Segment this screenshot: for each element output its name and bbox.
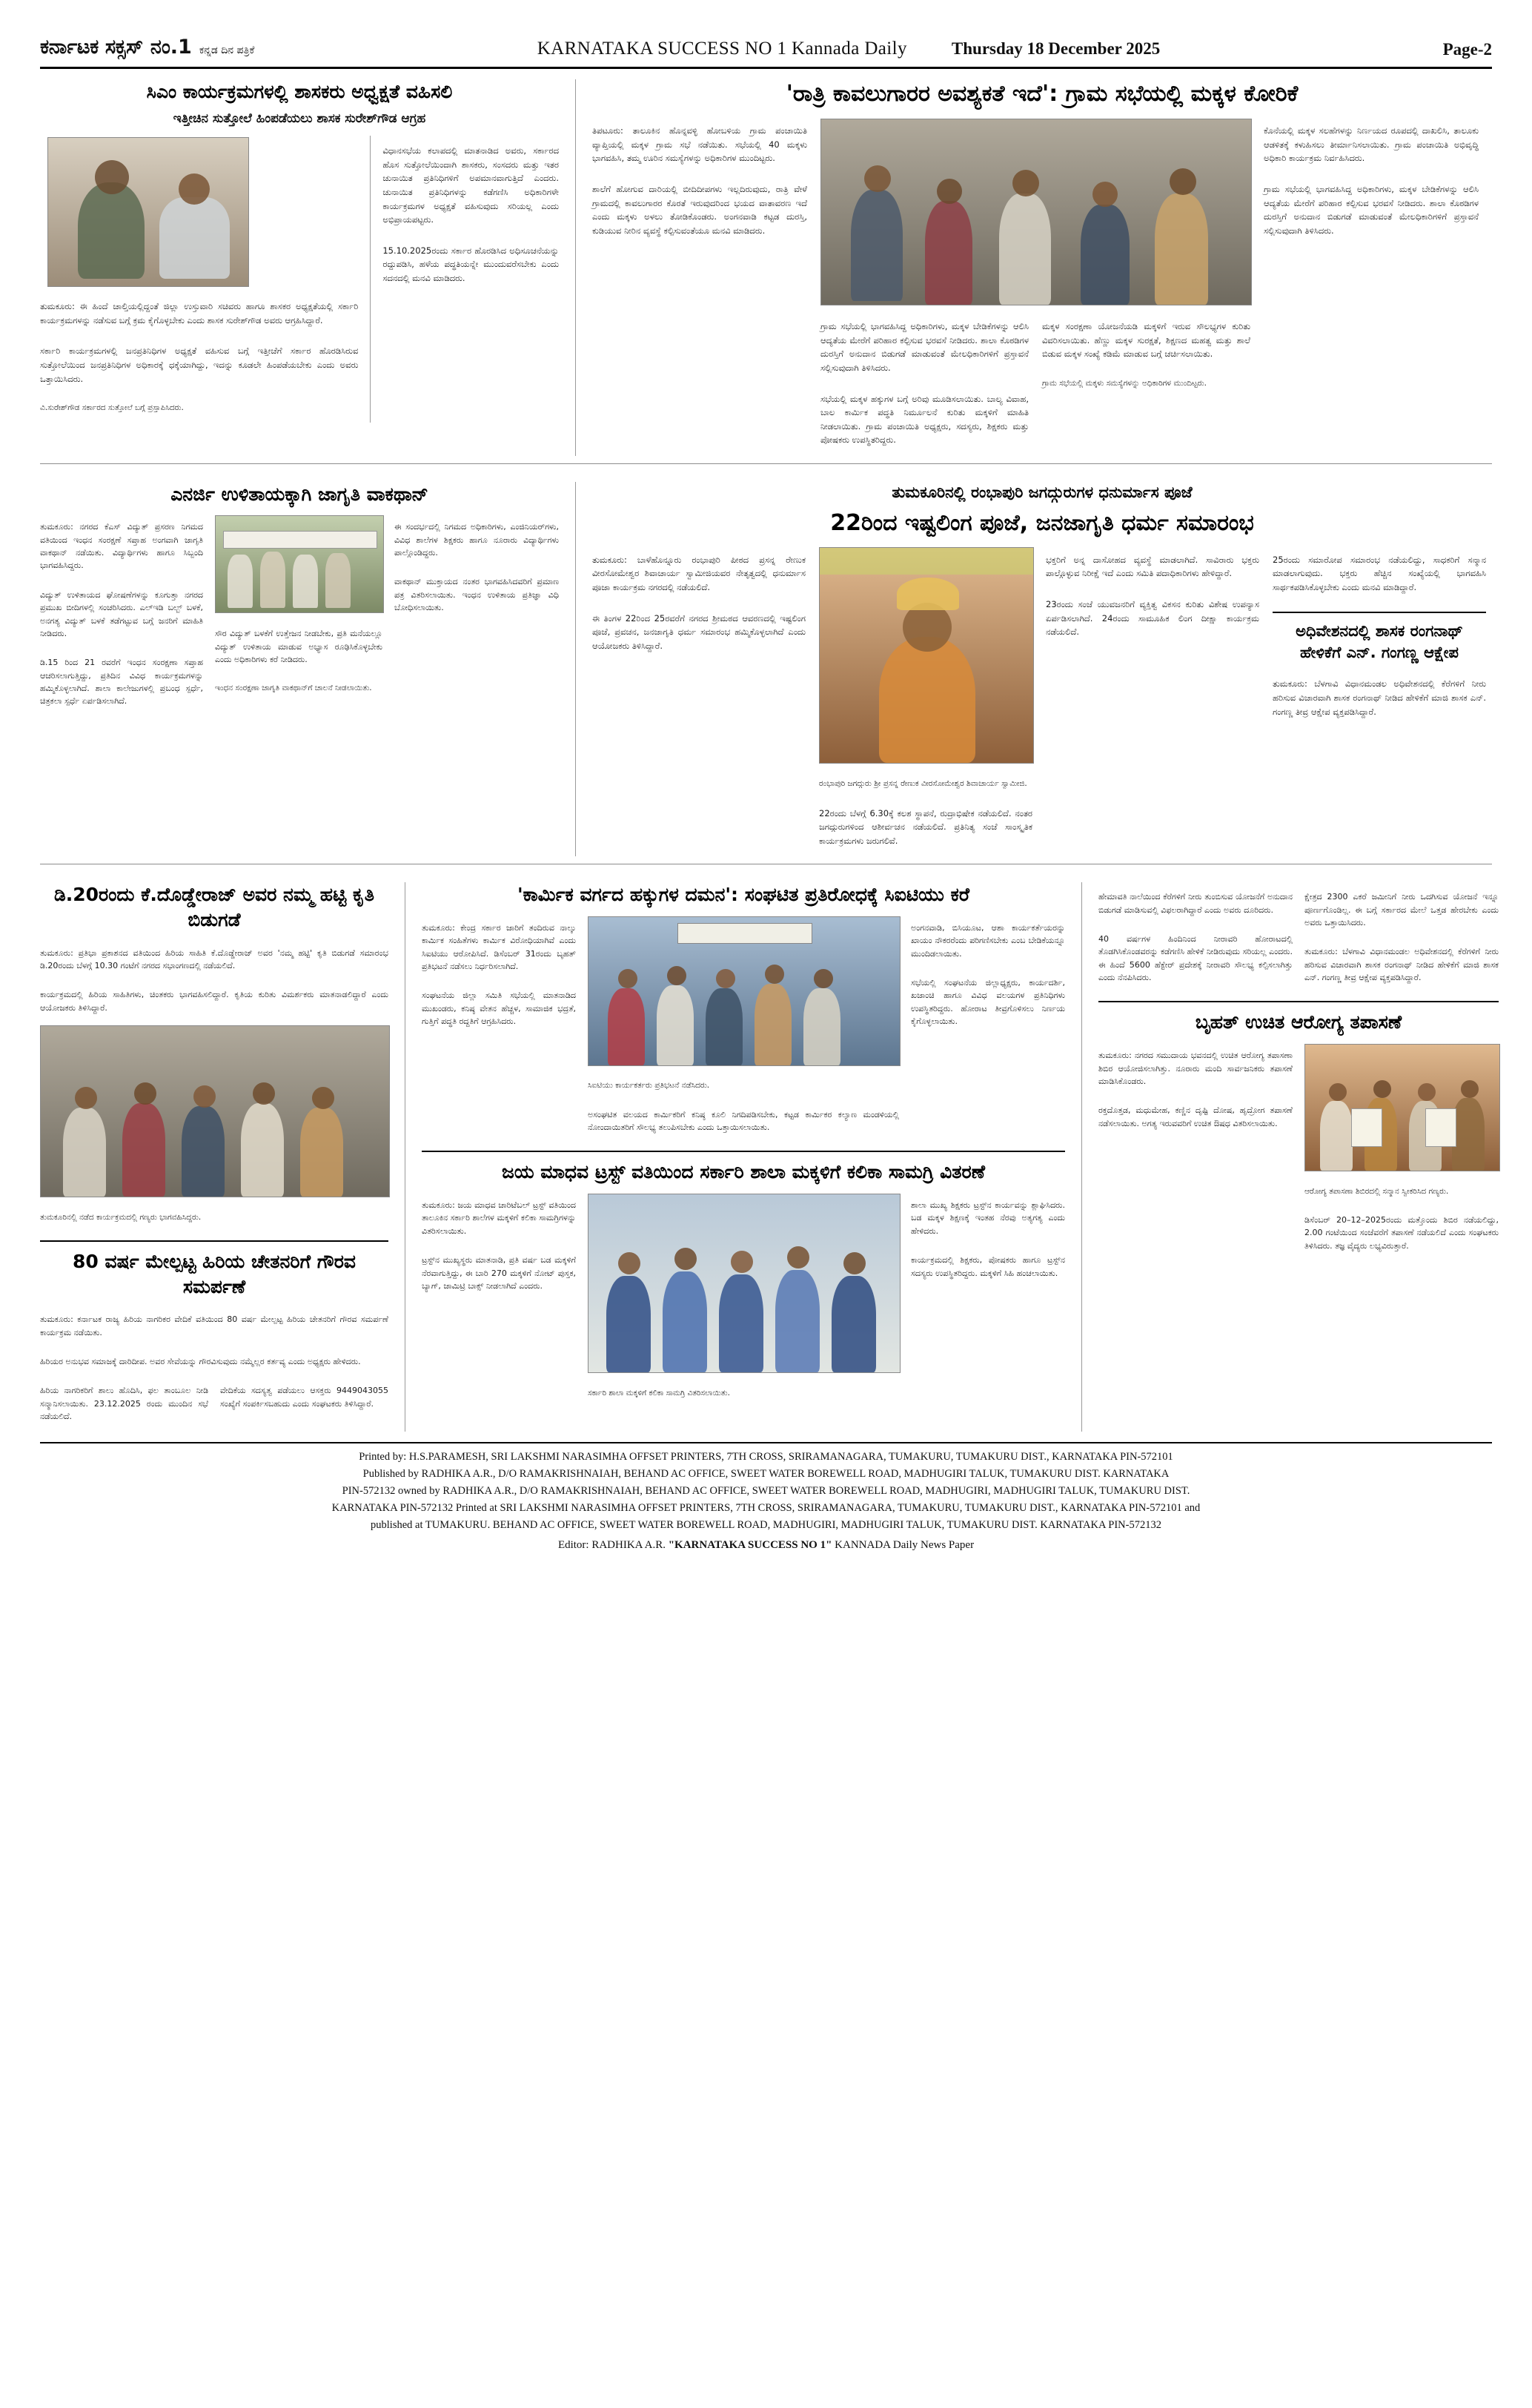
article-seniors-honor-headline: 80 ವರ್ಷ ಮೇಲ್ಪಟ್ಟ ಹಿರಿಯ ಚೇತನರಿಗೆ ಗೌರವ ಸಮರ್ಪಣೆ [73, 1250, 356, 1297]
footer-line-5: published at TUMAKURU. BEHAND AC OFFICE, SWEET WATER BOREWELL ROAD, MADHUGIRI, MADHUGIRI TALUK, TUMAKURU DIST. KARNATAKA PIN-572132 [371, 1518, 1161, 1531]
article-ranganath-objection-p5: ತುಮಕೂರು: ಬೆಳಗಾವಿ ವಿಧಾನಮಂಡಲ ಅಧಿವೇಶನದಲ್ಲಿ ಕೆರೆಗಳಿಗೆ ನೀರು ಹರಿಸುವ ವಿಚಾರವಾಗಿ ಶಾಸಕ ರಂಗನಾಥ್ ನೀಡಿದ ಹೇಳಿಕೆಗೆ ಮಾಜಿ ಶಾಸಕ ಎನ್. ಗಂಗಣ್ಣ ತೀವ್ರ ಆಕ್ಷೇಪ ವ್ಯಕ್ತಪಡಿಸಿದ್ದಾರೆ. [1304, 947, 1502, 983]
article-cm-programs-p2: ಸರ್ಕಾರಿ ಕಾರ್ಯಕ್ರಮಗಳಲ್ಲಿ ಜನಪ್ರತಿನಿಧಿಗಳ ಅಧ್ಯಕ್ಷತೆ ವಹಿಸುವ ಬಗ್ಗೆ ಇತ್ತೀಚೆಗೆ ಸರ್ಕಾರ ಹೊರಡಿಸಿರುವ ಸುತ್ತೋಲೆಯಿಂದ ಜನಪ್ರತಿನಿಧಿಗಳ ಅಧಿಕಾರಕ್ಕೆ ಧಕ್ಕೆಯಾಗಿದ್ದು, ಇದನ್ನು ಕೂಡಲೇ ಹಿಂಪಡೆಯಬೇಕು ಎಂದು ಅವರು ಒತ್ತಾಯಿಸಿದರು. [40, 345, 362, 384]
masthead [40, 36, 1492, 69]
article-trust-donation-p2: ಟ್ರಸ್ಟ್‌ನ ಮುಖ್ಯಸ್ಥರು ಮಾತನಾಡಿ, ಪ್ರತಿ ವರ್ಷ ಬಡ ಮಕ್ಕಳಿಗೆ ನೆರವಾಗುತ್ತಿದ್ದು, ಈ ಬಾರಿ 270 ಮಕ್ಕಳಿಗೆ ನೋಟ್ ಪುಸ್ತಕ, ಬ್ಯಾಗ್, ಜಾಮಿಟ್ರಿ ಬಾಕ್ಸ್ ನೀಡಲಾಗಿದೆ ಎಂದರು. [422, 1255, 579, 1291]
footer-editor-prefix: Editor: RADHIKA A.R. [557, 1538, 666, 1551]
article-health-camp-p2: ರಕ್ತದೊತ್ತಡ, ಮಧುಮೇಹ, ಕಣ್ಣಿನ ದೃಷ್ಟಿ ದೋಷ, ಹೃದ್ರೋಗ ತಪಾಸಣೆ ನಡೆಸಲಾಯಿತು. ಅಗತ್ಯ ಇರುವವರಿಗೆ ಉಚಿತ ಔಷಧ ವಿತರಿಸಲಾಯಿತು. [1098, 1105, 1296, 1128]
article-energy-walkathon-caption: ಇಂಧನ ಸಂರಕ್ಷಣಾ ಜಾಗೃತಿ ವಾಕಥಾನ್‌ಗೆ ಚಾಲನೆ ನೀಡಲಾಯಿತು. [215, 683, 372, 692]
article-rambhapuri-pooja-p3: 22ರಂದು ಬೆಳಗ್ಗೆ 6.30ಕ್ಕೆ ಕಲಶ ಸ್ಥಾಪನೆ, ರುದ್ರಾಭಿಷೇಕ ನಡೆಯಲಿದೆ. ನಂತರ ಜಗದ್ಗುರುಗಳಿಂದ ಆಶೀರ್ವಚನ ನಡೆಯಲಿದೆ. ಪ್ರತಿನಿತ್ಯ ಸಂಜೆ ಸಾಂಸ್ಕೃತಿಕ ಕಾರ್ಯಕ್ರಮಗಳು ಜರುಗಲಿವೆ. [819, 807, 1035, 847]
footer-line-3: PIN-572132 owned by RADHIKA A.R., D/O RAMAKRISHNAIAH, BEHAND AC OFFICE, SWEET WATER BOREWELL ROAD, MADHUGIRI, MADHUGIRI TALUK, TUMAKURU DIST. [342, 1484, 1190, 1497]
article-cm-programs [40, 79, 562, 456]
band-third [40, 872, 1502, 1431]
footer-paper-name: "KARNATAKA SUCCESS NO 1" [668, 1538, 832, 1551]
article-ranganath-objection [1098, 882, 1502, 1431]
divider-2 [1273, 612, 1486, 613]
article-ranganath-objection-p1: ತುಮಕೂರು: ಬೆಳಗಾವಿ ವಿಧಾನಮಂಡಲ ಅಧಿವೇಶನದಲ್ಲಿ ಕೆರೆಗಳಿಗೆ ನೀರು ಹರಿಸುವ ವಿಚಾರವಾಗಿ ಶಾಸಕ ರಂಗನಾಥ್ ನೀಡಿದ ಹೇಳಿಕೆಗೆ ಮಾಜಿ ಶಾಸಕ ಎನ್. ಗಂಗಣ್ಣ ತೀವ್ರ ಆಕ್ಷೇಪ ವ್ಯಕ್ತಪಡಿಸಿದ್ದಾರೆ. [1273, 678, 1489, 717]
masthead-title-english: KARNATAKA SUCCESS NO 1 Kannada Daily [537, 39, 907, 59]
footer-editor-line [40, 1538, 1492, 1554]
article-rambhapuri-pooja-headline: 22ರಿಂದ ಇಷ್ಟಲಿಂಗ ಪೂಜೆ, ಜನಜಾಗೃತಿ ಧರ್ಮ ಸಮಾರಂಭ [830, 509, 1254, 536]
divider-1 [40, 463, 1492, 464]
article-energy-walkathon-p3: ಸೌರ ವಿದ್ಯುತ್ ಬಳಕೆಗೆ ಉತ್ತೇಜನ ನೀಡಬೇಕು, ಪ್ರತಿ ಮನೆಯಲ್ಲೂ ವಿದ್ಯುತ್ ಉಳಿತಾಯ ಮಾಡುವ ಅಭ್ಯಾಸ ರೂಢಿಸಿಕೊಳ್ಳಬೇಕು ಎಂದು ಅಧಿಕಾರಿಗಳು ಕರೆ ನೀಡಿದರು. [215, 629, 385, 664]
article-night-watchmen-p4: ಸಭೆಯಲ್ಲಿ ಮಕ್ಕಳ ಹಕ್ಕುಗಳ ಬಗ್ಗೆ ಅರಿವು ಮೂಡಿಸಲಾಯಿತು. ಬಾಲ್ಯ ವಿವಾಹ, ಬಾಲ ಕಾರ್ಮಿಕ ಪದ್ಧತಿ ನಿರ್ಮೂಲನೆ ಕುರಿತು ಮಕ್ಕಳಿಗೆ ಮಾಹಿತಿ ನೀಡಲಾಯಿತು. ಗ್ರಾಮ ಪಂಚಾಯಿತಿ ಅಧ್ಯಕ್ಷರು, ಸದಸ್ಯರು, ಶಿಕ್ಷಕರು ಮತ್ತು ಪೋಷಕರು ಉಪಸ್ಥಿತರಿದ್ದರು. [820, 393, 1032, 446]
article-energy-walkathon-photo [215, 515, 384, 613]
article-health-camp-p1: ತುಮಕೂರು: ನಗರದ ಸಮುದಾಯ ಭವನದಲ್ಲಿ ಉಚಿತ ಆರೋಗ್ಯ ತಪಾಸಣಾ ಶಿಬಿರ ಆಯೋಜಿಸಲಾಗಿತ್ತು. ನೂರಾರು ಮಂದಿ ಸಾರ್ವಜನಿಕರು ತಪಾಸಣೆ ಮಾಡಿಸಿಕೊಂಡರು. [1098, 1051, 1296, 1086]
divider-6 [1098, 1001, 1499, 1002]
article-energy-walkathon-p4: ಈ ಸಂದರ್ಭದಲ್ಲಿ ನಿಗಮದ ಅಧಿಕಾರಿಗಳು, ಎಂಜಿನಿಯರ್‌ಗಳು, ವಿವಿಧ ಶಾಲೆಗಳ ಶಿಕ್ಷಕರು ಹಾಗೂ ನೂರಾರು ವಿದ್ಯಾರ್ಥಿಗಳು ಪಾಲ್ಗೊಂಡಿದ್ದರು. [394, 522, 562, 558]
article-ranganath-objection-p3: 40 ವರ್ಷಗಳ ಹಿಂದಿನಿಂದ ನೀರಾವರಿ ಹೋರಾಟದಲ್ಲಿ ತೊಡಗಿಸಿಕೊಂಡವರನ್ನು ಕಡೆಗಣಿಸಿ ಹೇಳಿಕೆ ನೀಡಿರುವುದು ಸರಿಯಲ್ಲ ಎಂದರು. ಈ ಹಿಂದೆ 5600 ಹೆಕ್ಟೇರ್ ಪ್ರದೇಶಕ್ಕೆ ನೀರಾವರಿ ಸೌಲಭ್ಯ ಕಲ್ಪಿಸಲಾಗಿತ್ತು ಎಂದು ನೆನಪಿಸಿದರು. [1098, 933, 1296, 983]
article-cm-programs-photo [47, 137, 249, 287]
divider-5 [422, 1151, 1065, 1152]
article-citu-protest-p4: ಅಂಗನವಾಡಿ, ಬಿಸಿಯೂಟ, ಆಶಾ ಕಾರ್ಯಕರ್ತೆಯರನ್ನು ಖಾಯಂ ನೌಕರರೆಂದು ಪರಿಗಣಿಸಬೇಕು ಎಂಬ ಬೇಡಿಕೆಯನ್ನೂ ಮುಂದಿಡಲಾಯಿತು. [911, 922, 1068, 959]
article-cm-programs-headline: ಸಿಎಂ ಕಾರ್ಯಕ್ರಮಗಳಲ್ಲಿ ಶಾಸಕರು ಅಧ್ವಕ್ಷತೆ ವಹಿಸಲಿ [146, 81, 453, 102]
divider-4 [40, 1240, 388, 1242]
article-seniors-honor-p2: ಹಿರಿಯರ ಅನುಭವ ಸಮಾಜಕ್ಕೆ ದಾರಿದೀಪ. ಅವರ ಸೇವೆಯನ್ನು ಗೌರವಿಸುವುದು ನಮ್ಮೆಲ್ಲರ ಕರ್ತವ್ಯ ಎಂದು ಅಧ್ಯಕ್ಷರು ಹೇಳಿದರು. [40, 1357, 361, 1367]
masthead-brand [40, 36, 254, 59]
masthead-no1: ನಂ.1 [150, 36, 192, 59]
article-trust-donation-photo [588, 1194, 901, 1373]
article-night-watchmen-p1: ತಿಪಟೂರು: ತಾಲೂಕಿನ ಹೊನ್ನವಳ್ಳಿ ಹೋಬಳಿಯ ಗ್ರಾಮ ಪಂಚಾಯಿತಿ ವ್ಯಾಪ್ತಿಯಲ್ಲಿ ಮಕ್ಕಳ ಗ್ರಾಮ ಸಭೆ ನಡೆಯಿತು. ಸಭೆಯಲ್ಲಿ 40 ಮಕ್ಕಳು ಭಾಗವಹಿಸಿ, ತಮ್ಮ ಊರಿನ ಸಮಸ್ಯೆಗಳನ್ನು ಅಧಿಕಾರಿಗಳ ಮುಂದಿಟ್ಟರು. [592, 125, 810, 164]
article-rambhapuri-pooja-kicker: ತುಮಕೂರಿನಲ್ಲಿ ರಂಭಾಪುರಿ ಜಗದ್ಗುರುಗಳ ಧನುರ್ಮಾಸ ಪೂಜೆ [892, 483, 1193, 501]
article-trust-donation-p3: ಶಾಲಾ ಮುಖ್ಯ ಶಿಕ್ಷಕರು ಟ್ರಸ್ಟ್‌ನ ಕಾರ್ಯವನ್ನು ಶ್ಲಾಘಿಸಿದರು. ಬಡ ಮಕ್ಕಳ ಶಿಕ್ಷಣಕ್ಕೆ ಇಂತಹ ನೆರವು ಅತ್ಯಗತ್ಯ ಎಂದು ಹೇಳಿದರು. [911, 1200, 1068, 1236]
article-night-watchmen-p7: ಗ್ರಾಮ ಸಭೆಯಲ್ಲಿ ಭಾಗವಹಿಸಿದ್ದ ಅಧಿಕಾರಿಗಳು, ಮಕ್ಕಳ ಬೇಡಿಕೆಗಳನ್ನು ಆಲಿಸಿ ಆದ್ಯತೆಯ ಮೇರೆಗೆ ಪರಿಹಾರ ಕಲ್ಪಿಸುವ ಭರವಸೆ ನೀಡಿದರು. ಶಾಲಾ ಕೊಠಡಿಗಳ ದುರಸ್ತಿಗೆ ಅನುದಾನ ಬಿಡುಗಡೆ ಮಾಡುವಂತೆ ಮೇಲಧಿಕಾರಿಗಳಿಗೆ ಪ್ರಸ್ತಾವನೆ ಸಲ್ಲಿಸುವುದಾಗಿ ತಿಳಿಸಿದರು. [1264, 183, 1482, 236]
article-night-watchmen-p6: ಕೊನೆಯಲ್ಲಿ ಮಕ್ಕಳ ಸಲಹೆಗಳನ್ನು ನಿರ್ಣಯದ ರೂಪದಲ್ಲಿ ದಾಖಲಿಸಿ, ತಾಲೂಕು ಆಡಳಿತಕ್ಕೆ ಕಳುಹಿಸಲು ತೀರ್ಮಾನಿಸಲಾಯಿತು. ಗ್ರಾಮ ಪಂಚಾಯಿತಿ ಅಭಿವೃದ್ಧಿ ಅಧಿಕಾರಿ ಕಾರ್ಯಕ್ರಮ ನಿರ್ವಹಿಸಿದರು. [1264, 125, 1482, 164]
article-citu-protest-p2: ಸಂಘಟನೆಯ ಜಿಲ್ಲಾ ಸಮಿತಿ ಸಭೆಯಲ್ಲಿ ಮಾತನಾಡಿದ ಮುಖಂಡರು, ಕನಿಷ್ಠ ವೇತನ ಹೆಚ್ಚಳ, ಸಾಮಾಜಿಕ ಭದ್ರತೆ, ಗುತ್ತಿಗೆ ಪದ್ಧತಿ ರದ್ದತಿಗೆ ಆಗ್ರಹಿಸಿದರು. [422, 990, 579, 1027]
article-seniors-honor-p3: ಹಿರಿಯ ನಾಗರಿಕರಿಗೆ ಶಾಲು ಹೊದಿಸಿ, ಫಲ ತಾಂಬೂಲ ನೀಡಿ ಸನ್ಮಾನಿಸಲಾಯಿತು. 23.12.2025 ರಂದು ಮುಂದಿನ ಸಭೆ ನಡೆಯಲಿದೆ. [40, 1386, 211, 1422]
article-cm-programs-p1: ತುಮಕೂರು: ಈ ಹಿಂದೆ ಚಾಲ್ತಿಯಲ್ಲಿದ್ದಂತೆ ಜಿಲ್ಲಾ ಉಸ್ತುವಾರಿ ಸಚಿವರು ಹಾಗೂ ಶಾಸಕರ ಅಧ್ಯಕ್ಷತೆಯಲ್ಲಿ ಸರ್ಕಾರಿ ಕಾರ್ಯಕ್ರಮಗಳನ್ನು ನಡೆಸುವ ಬಗ್ಗೆ ಕ್ರಮ ಕೈಗೊಳ್ಳಬೇಕು ಎಂದು ಶಾಸಕ ಸುರೇಶ್‌ಗೌಡ ಅವರು ಆಗ್ರಹಿಸಿದ್ದಾರೆ. [40, 301, 362, 325]
article-health-camp-photo [1304, 1044, 1500, 1171]
article-citu-protest-headline: 'ಕಾರ್ಮಿಕ ವರ್ಗದ ಹಕ್ಕುಗಳ ದಮನ': ಸಂಘಟಿತ ಪ್ರತಿರೋಧಕ್ಕೆ ಸಿಐಟಿಯು ಕರೆ [517, 884, 970, 906]
article-book-release-caption: ತುಮಕೂರಿನಲ್ಲಿ ನಡೆದ ಕಾರ್ಯಕ್ರಮದಲ್ಲಿ ಗಣ್ಯರು ಭಾಗವಹಿಸಿದ್ದರು. [40, 1212, 202, 1222]
masthead-date: Thursday 18 December 2025 [951, 39, 1161, 58]
masthead-logo-kannada: ಕರ್ನಾಟಕ ಸಕ್ಸಸ್ [40, 36, 143, 59]
band-second [40, 472, 1492, 857]
article-night-watchmen [592, 79, 1492, 456]
article-citu-protest-p5: ಸಭೆಯಲ್ಲಿ ಸಂಘಟನೆಯ ಜಿಲ್ಲಾಧ್ಯಕ್ಷರು, ಕಾರ್ಯದರ್ಶಿ, ಖಜಾಂಚಿ ಹಾಗೂ ವಿವಿಧ ವಲಯಗಳ ಪ್ರತಿನಿಧಿಗಳು ಉಪಸ್ಥಿತರಿದ್ದರು. ಹೋರಾಟ ತೀವ್ರಗೊಳಿಸಲು ನಿರ್ಣಯ ಕೈಗೊಳ್ಳಲಾಯಿತು. [911, 978, 1068, 1027]
article-cm-programs-caption: ವಿ.ಸುರೇಶ್‌ಗೌಡ ಸರ್ಕಾರದ ಸುತ್ತೋಲೆ ಬಗ್ಗೆ ಪ್ರಸ್ತಾಪಿಸಿದರು. [40, 403, 184, 413]
article-rambhapuri-pooja-caption: ರಂಭಾಪುರಿ ಜಗದ್ಗುರು ಶ್ರೀ ಪ್ರಸನ್ನ ರೇಣುಕ ವೀರಸೋಮೇಶ್ವರ ಶಿವಾಚಾರ್ಯ ಸ್ವಾಮೀಜಿ. [819, 778, 1027, 788]
footer-line-1: Printed by: H.S.PARAMESH, SRI LAKSHMI NARASIMHA OFFSET PRINTERS, 7TH CROSS, SRIRAMANAGARA, TUMAKURU, TUMAKURU DIST., KARNATAKA PIN-572101 [359, 1450, 1173, 1463]
article-rambhapuri-pooja-p4: ಭಕ್ತರಿಗೆ ಅನ್ನ ದಾಸೋಹದ ವ್ಯವಸ್ಥೆ ಮಾಡಲಾಗಿದೆ. ಸಾವಿರಾರು ಭಕ್ತರು ಪಾಲ್ಗೊಳ್ಳುವ ನಿರೀಕ್ಷೆ ಇದೆ ಎಂದು ಸಮಿತಿ ಪದಾಧಿಕಾರಿಗಳು ಹೇಳಿದ್ದಾರೆ. [1046, 554, 1262, 579]
article-ranganath-objection-headline: ಅಧಿವೇಶನದಲ್ಲಿ ಶಾಸಕ ರಂಗನಾಥ್ ಹೇಳಿಕೆಗೆ ಎನ್. ಗಂಗಣ್ಣ ಆಕ್ಷೇಪ [1296, 622, 1463, 661]
article-health-camp-headline: ಬೃಹತ್ ಉಚಿತ ಆರೋಗ್ಯ ತಪಾಸಣೆ [1195, 1011, 1402, 1033]
article-seniors-honor-p1: ತುಮಕೂರು: ಕರ್ನಾಟಕ ರಾಜ್ಯ ಹಿರಿಯ ನಾಗರಿಕರ ವೇದಿಕೆ ವತಿಯಿಂದ 80 ವರ್ಷ ಮೇಲ್ಪಟ್ಟ ಹಿರಿಯ ಚೇತನರಿಗೆ ಗೌರವ ಸಮರ್ಪಣೆ ಕಾರ್ಯಕ್ರಮ ನಡೆಯಿತು. [40, 1314, 391, 1337]
article-night-watchmen-headline: 'ರಾತ್ರಿ ಕಾವಲುಗಾರರ ಅವಶ್ಯಕತೆ ಇದೆ': ಗ್ರಾಮ ಸಭೆಯಲ್ಲಿ ಮಕ್ಕಳ ಕೋರಿಕೆ [786, 81, 1299, 107]
article-trust-donation-p4: ಕಾರ್ಯಕ್ರಮದಲ್ಲಿ ಶಿಕ್ಷಕರು, ಪೋಷಕರು ಹಾಗೂ ಟ್ರಸ್ಟ್‌ನ ಸದಸ್ಯರು ಉಪಸ್ಥಿತರಿದ್ದರು. ಮಕ್ಕಳಿಗೆ ಸಿಹಿ ಹಂಚಲಾಯಿತು. [911, 1255, 1068, 1278]
article-seniors-honor-p4: ವೇದಿಕೆಯ ಸದಸ್ಯತ್ವ ಪಡೆಯಲು ಆಸಕ್ತರು 9449043055 ಸಂಖ್ಯೆಗೆ ಸಂಪರ್ಕಿಸಬಹುದು ಎಂದು ಸಂಘಟಕರು ತಿಳಿಸಿದ್ದಾರೆ. [220, 1386, 391, 1409]
article-rambhapuri-pooja-p5: 23ರಂದು ಸಂಜೆ ಯುವಜನರಿಗೆ ವ್ಯಕ್ತಿತ್ವ ವಿಕಸನ ಕುರಿತು ವಿಶೇಷ ಉಪನ್ಯಾಸ ಏರ್ಪಡಿಸಲಾಗಿದೆ. 24ರಂದು ಸಾಮೂಹಿಕ ಲಿಂಗ ದೀಕ್ಷಾ ಕಾರ್ಯಕ್ರಮ ನಡೆಯಲಿದೆ. [1046, 599, 1262, 638]
article-ranganath-objection-p2: ಹೇಮಾವತಿ ನಾಲೆಯಿಂದ ಕೆರೆಗಳಿಗೆ ನೀರು ತುಂಬಿಸುವ ಯೋಜನೆಗೆ ಅನುದಾನ ಬಿಡುಗಡೆ ಮಾಡಿಸುವಲ್ಲಿ ವಿಫಲರಾಗಿದ್ದಾರೆ ಎಂದು ಅವರು ದೂರಿದರು. [1098, 892, 1296, 915]
footer-line-2: Published by RADHIKA A.R., D/O RAMAKRISHNAIAH, BEHAND AC OFFICE, SWEET WATER BOREWELL ROAD, MADHUGIRI TALUK, TUMAKURU DIST. KARNATAKA [362, 1467, 1170, 1480]
article-citu-protest-p1: ತುಮಕೂರು: ಕೇಂದ್ರ ಸರ್ಕಾರ ಜಾರಿಗೆ ತಂದಿರುವ ನಾಲ್ಕು ಕಾರ್ಮಿಕ ಸಂಹಿತೆಗಳು ಕಾರ್ಮಿಕ ವಿರೋಧಿಯಾಗಿವೆ ಎಂದು ಸಿಐಟಿಯು ಆರೋಪಿಸಿದೆ. ಡಿಸೆಂಬರ್ 31ರಂದು ಬೃಹತ್ ಪ್ರತಿಭಟನೆ ನಡೆಸಲು ನಿರ್ಧರಿಸಲಾಗಿದೆ. [422, 922, 579, 972]
footer-line-4: KARNATAKA PIN-572132 Printed at SRI LAKSHMI NARASIMHA OFFSET PRINTERS, 7TH CROSS, SRIRAMANAGARA, TUMAKURU, TUMAKURU DIST., KARNATAKA PIN-572101 and [331, 1501, 1201, 1514]
article-cm-programs-p3: ವಿಧಾನಸಭೆಯ ಕಲಾಪದಲ್ಲಿ ಮಾತನಾಡಿದ ಅವರು, ಸರ್ಕಾರದ ಹೊಸ ಸುತ್ತೋಲೆಯಿಂದಾಗಿ ಶಾಸಕರು, ಸಂಸದರು ಮತ್ತು ಇತರ ಚುನಾಯಿತ ಪ್ರತಿನಿಧಿಗಳಿಗೆ ಅಪಮಾನವಾಗುತ್ತಿದೆ ಎಂದರು. ಚುನಾಯಿತ ಪ್ರತಿನಿಧಿಗಳನ್ನು ಕಡೆಗಣಿಸಿ ಅಧಿಕಾರಿಗಳೇ ಕಾರ್ಯಕ್ರಮಗಳ ಅಧ್ಯಕ್ಷತೆ ವಹಿಸುವುದು ಸರಿಯಲ್ಲ ಎಂದು ಅಭಿಪ್ರಾಯಪಟ್ಟರು. [382, 145, 562, 225]
article-book-release-photo [40, 1025, 390, 1197]
page-number: Page-2 [1442, 40, 1492, 59]
article-rambhapuri-pooja-photo [819, 547, 1034, 764]
article-citu-protest-p3: ಅಸಂಘಟಿತ ವಲಯದ ಕಾರ್ಮಿಕರಿಗೆ ಕನಿಷ್ಠ ಕೂಲಿ ನಿಗದಿಪಡಿಸಬೇಕು, ಕಟ್ಟಡ ಕಾರ್ಮಿಕರ ಕಲ್ಯಾಣ ಮಂಡಳಿಯಲ್ಲಿ ನೋಂದಾಯಿತರಿಗೆ ಸೌಲಭ್ಯ ತಲುಪಿಸಬೇಕು ಎಂದು ಒತ್ತಾಯಿಸಲಾಯಿತು. [588, 1109, 902, 1132]
article-rambhapuri-pooja-p2: ಈ ತಿಂಗಳ 22ರಿಂದ 25ರವರೆಗೆ ನಗರದ ಶ್ರೀಮಠದ ಆವರಣದಲ್ಲಿ ಇಷ್ಟಲಿಂಗ ಪೂಜೆ, ಪ್ರವಚನ, ಜನಜಾಗೃತಿ ಧರ್ಮ ಸಮಾರಂಭ ಹಮ್ಮಿಕೊಳ್ಳಲಾಗಿದೆ ಎಂದು ಆಯೋಜಕರು ತಿಳಿಸಿದ್ದಾರೆ. [592, 612, 809, 651]
article-book-release [40, 882, 391, 1431]
article-rambhapuri-pooja-p6: 25ರಂದು ಸಮಾರೋಪ ಸಮಾರಂಭ ನಡೆಯಲಿದ್ದು, ಸಾಧಕರಿಗೆ ಸನ್ಮಾನ ಮಾಡಲಾಗುವುದು. ಭಕ್ತರು ಹೆಚ್ಚಿನ ಸಂಖ್ಯೆಯಲ್ಲಿ ಭಾಗವಹಿಸಿ ಸಾರ್ಥಕಪಡಿಸಿಕೊಳ್ಳಬೇಕು ಎಂದು ಮನವಿ ಮಾಡಿದ್ದಾರೆ. [1273, 554, 1489, 593]
article-night-watchmen-p2: ಶಾಲೆಗೆ ಹೋಗುವ ದಾರಿಯಲ್ಲಿ ಬೀದಿದೀಪಗಳು ಇಲ್ಲದಿರುವುದು, ರಾತ್ರಿ ವೇಳೆ ಗ್ರಾಮದಲ್ಲಿ ಕಾವಲುಗಾರರ ಕೊರತೆ ಇರುವುದರಿಂದ ಭಯದ ವಾತಾವರಣ ಇದೆ ಎಂದು ಮಕ್ಕಳು ಅಳಲು ತೋಡಿಕೊಂಡರು. ಅಂಗನವಾಡಿ ಕಟ್ಟಡ ದುರಸ್ತಿ, ಕುಡಿಯುವ ನೀರಿನ ವ್ಯವಸ್ಥೆ ಕಲ್ಪಿಸುವಂತೆಯೂ ಮನವಿ ಮಾಡಿದರು. [592, 183, 810, 236]
article-citu-protest [422, 882, 1068, 1431]
article-trust-donation-p1: ತುಮಕೂರು: ಜಯ ಮಾಧವ ಚಾರಿಟೆಬಲ್ ಟ್ರಸ್ಟ್ ವತಿಯಿಂದ ತಾಲೂಕಿನ ಸರ್ಕಾರಿ ಶಾಲೆಗಳ ಮಕ್ಕಳಿಗೆ ಕಲಿಕಾ ಸಾಮಗ್ರಿಗಳನ್ನು ವಿತರಿಸಲಾಯಿತು. [422, 1200, 579, 1236]
article-ranganath-objection-p4: ಕ್ಷೇತ್ರದ 2300 ಎಕರೆ ಜಮೀನಿಗೆ ನೀರು ಒದಗಿಸುವ ಯೋಜನೆ ಇನ್ನೂ ಪೂರ್ಣಗೊಂಡಿಲ್ಲ. ಈ ಬಗ್ಗೆ ಸರ್ಕಾರದ ಮೇಲೆ ಒತ್ತಡ ಹೇರಬೇಕು ಎಂದು ಅವರು ಒತ್ತಾಯಿಸಿದರು. [1304, 892, 1502, 927]
band-top [40, 69, 1492, 456]
footer-editor-suffix: KANNADA Daily News Paper [835, 1538, 975, 1551]
article-energy-walkathon-p1: ತುಮಕೂರು: ನಗರದ ಕೆಎಸ್ ವಿದ್ಯುತ್ ಪ್ರಸರಣ ನಿಗಮದ ವತಿಯಿಂದ ಇಂಧನ ಸಂರಕ್ಷಣೆ ಸಪ್ತಾಹ ಅಂಗವಾಗಿ ಜಾಗೃತಿ ವಾಕಥಾನ್ ನಡೆಯಿತು. ವಿದ್ಯಾರ್ಥಿಗಳು ಹಾಗೂ ಸಿಬ್ಬಂದಿ ಭಾಗವಹಿಸಿದ್ದರು. [40, 522, 206, 571]
article-energy-walkathon-p2b: ಡಿ.15 ರಿಂದ 21 ರವರೆಗೆ ಇಂಧನ ಸಂರಕ್ಷಣಾ ಸಪ್ತಾಹ ಆಚರಿಸಲಾಗುತ್ತಿದ್ದು, ಪ್ರತಿದಿನ ವಿವಿಧ ಕಾರ್ಯಕ್ರಮಗಳನ್ನು ಹಮ್ಮಿಕೊಳ್ಳಲಾಗಿದೆ. ಶಾಲಾ ಕಾಲೇಜುಗಳಲ್ಲಿ ಪ್ರಬಂಧ ಸ್ಪರ್ಧೆ, ಚಿತ್ರಕಲಾ ಸ್ಪರ್ಧೆ ಏರ್ಪಡಿಸಲಾಗಿದೆ. [40, 658, 206, 707]
article-trust-donation-headline: ಜಯ ಮಾಧವ ಟ್ರಸ್ಟ್ ವತಿಯಿಂದ ಸರ್ಕಾರಿ ಶಾಲಾ ಮಕ್ಕಳಿಗೆ ಕಲಿಕಾ ಸಾಮಗ್ರಿ ವಿತರಣೆ [502, 1161, 985, 1183]
article-book-release-headline: ಡಿ.20ರಂದು ಕೆ.ದೊಡ್ಡೇರಾಜ್ ಅವರ ನಮ್ಮ ಹಟ್ಟಿ ಕೃತಿ ಬಿಡುಗಡೆ [53, 884, 374, 930]
article-book-release-p2: ಕಾರ್ಯಕ್ರಮದಲ್ಲಿ ಹಿರಿಯ ಸಾಹಿತಿಗಳು, ಚಿಂತಕರು ಭಾಗವಹಿಸಲಿದ್ದಾರೆ. ಕೃತಿಯ ಕುರಿತು ವಿಮರ್ಶಕರು ಮಾತನಾಡಲಿದ್ದಾರೆ ಎಂದು ಆಯೋಜಕರು ತಿಳಿಸಿದ್ದಾರೆ. [40, 990, 391, 1013]
article-health-camp-caption: ಆರೋಗ್ಯ ತಪಾಸಣಾ ಶಿಬಿರದಲ್ಲಿ ಸನ್ಮಾನ ಸ್ವೀಕರಿಸಿದ ಗಣ್ಯರು. [1304, 1186, 1449, 1196]
article-rambhapuri-pooja [592, 482, 1492, 857]
article-energy-walkathon-p5: ವಾಕಥಾನ್ ಮುಕ್ತಾಯದ ನಂತರ ಭಾಗವಹಿಸಿದವರಿಗೆ ಪ್ರಮಾಣ ಪತ್ರ ವಿತರಿಸಲಾಯಿತು. ಇಂಧನ ಉಳಿತಾಯ ಪ್ರತಿಜ್ಞಾ ವಿಧಿ ಬೋಧಿಸಲಾಯಿತು. [394, 577, 562, 613]
article-citu-protest-photo [588, 916, 901, 1066]
article-citu-protest-caption: ಸಿಐಟಿಯು ಕಾರ್ಯಕರ್ತರು ಪ್ರತಿಭಟನೆ ನಡೆಸಿದರು. [588, 1081, 710, 1091]
article-cm-programs-subhead: ಇತ್ತೀಚಿನ ಸುತ್ತೋಲೆ ಹಿಂಪಡೆಯಲು ಶಾಸಕ ಸುರೇಶ್‌ಗೌಡ ಆಗ್ರಹ [173, 110, 426, 126]
article-rambhapuri-pooja-p1: ತುಮಕೂರು: ಬಾಳೆಹೊನ್ನೂರು ರಂಭಾಪುರಿ ಪೀಠದ ಪ್ರಸನ್ನ ರೇಣುಕ ವೀರಸೋಮೇಶ್ವರ ಶಿವಾಚಾರ್ಯ ಸ್ವಾಮೀಜಿಯವರ ನೇತೃತ್ವದಲ್ಲಿ ಧನುರ್ಮಾಸ ಪೂಜಾ ಕಾರ್ಯಕ್ರಮ ನಗರದಲ್ಲಿ ನಡೆಯಲಿದೆ. [592, 554, 809, 593]
article-night-watchmen-caption: ಗ್ರಾಮ ಸಭೆಯಲ್ಲಿ ಮಕ್ಕಳು ಸಮಸ್ಯೆಗಳನ್ನು ಅಧಿಕಾರಿಗಳ ಮುಂದಿಟ್ಟರು. [1042, 378, 1207, 388]
page-footer [40, 1442, 1492, 1554]
article-energy-walkathon [40, 482, 562, 857]
article-health-camp-p3: ಡಿಸೆಂಬರ್ 20–12–2025ರಂದು ಮತ್ತೊಂದು ಶಿಬಿರ ನಡೆಯಲಿದ್ದು, 2.00 ಗಂಟೆಯಿಂದ ಸಂಜೆವರೆಗೆ ತಪಾಸಣೆ ನಡೆಯಲಿದೆ ಎಂದು ಸಂಘಟಕರು ತಿಳಿಸಿದರು. ತಜ್ಞ ವೈದ್ಯರು ಲಭ್ಯವಿರುತ್ತಾರೆ. [1304, 1214, 1502, 1251]
masthead-center [537, 39, 1161, 59]
article-night-watchmen-photo [820, 119, 1252, 305]
article-night-watchmen-p3: ಗ್ರಾಮ ಸಭೆಯಲ್ಲಿ ಭಾಗವಹಿಸಿದ್ದ ಅಧಿಕಾರಿಗಳು, ಮಕ್ಕಳ ಬೇಡಿಕೆಗಳನ್ನು ಆಲಿಸಿ ಆದ್ಯತೆಯ ಮೇರೆಗೆ ಪರಿಹಾರ ಕಲ್ಪಿಸುವ ಭರವಸೆ ನೀಡಿದರು. ಶಾಲಾ ಕೊಠಡಿಗಳ ದುರಸ್ತಿಗೆ ಅನುದಾನ ಬಿಡುಗಡೆ ಮಾಡುವಂತೆ ಮೇಲಧಿಕಾರಿಗಳಿಗೆ ಪ್ರಸ್ತಾವನೆ ಸಲ್ಲಿಸುವುದಾಗಿ ತಿಳಿಸಿದರು. [820, 321, 1032, 373]
article-cm-programs-p4: 15.10.2025ರಂದು ಸರ್ಕಾರ ಹೊರಡಿಸಿದ ಅಧಿಸೂಚನೆಯನ್ನು ರದ್ದುಪಡಿಸಿ, ಹಳೆಯ ಪದ್ಧತಿಯನ್ನೇ ಮುಂದುವರೆಸಬೇಕು ಎಂದು ಸದನದಲ್ಲಿ ಮನವಿ ಮಾಡಿದರು. [382, 245, 562, 284]
article-energy-walkathon-headline: ಎನರ್ಜಿ ಉಳಿತಾಯಕ್ಕಾಗಿ ಜಾಗೃತಿ ವಾಕಥಾನ್ [170, 483, 428, 505]
article-book-release-p1: ತುಮಕೂರು: ಪ್ರತಿಭಾ ಪ್ರಕಾಶನದ ವತಿಯಿಂದ ಹಿರಿಯ ಸಾಹಿತಿ ಕೆ.ದೊಡ್ಡೇರಾಜ್ ಅವರ 'ನಮ್ಮ ಹಟ್ಟಿ' ಕೃತಿ ಬಿಡುಗಡೆ ಸಮಾರಂಭ ಡಿ.20ರಂದು ಬೆಳಗ್ಗೆ 10.30 ಗಂಟೆಗೆ ನಗರದ ಸಭಾಂಗಣದಲ್ಲಿ ನಡೆಯಲಿದೆ. [40, 947, 391, 971]
masthead-subtitle-kannada: ಕನ್ನಡ ದಿನ ಪತ್ರಿಕೆ [199, 44, 255, 56]
article-energy-walkathon-p2: ವಿದ್ಯುತ್ ಉಳಿತಾಯದ ಘೋಷಣೆಗಳನ್ನು ಕೂಗುತ್ತಾ ನಗರದ ಪ್ರಮುಖ ಬೀದಿಗಳಲ್ಲಿ ಸಂಚರಿಸಿದರು. ಎಲ್ಇಡಿ ಬಲ್ಬ್ ಬಳಕೆ, ಅನಗತ್ಯ ವಿದ್ಯುತ್ ಬಳಕೆ ತಡೆಗಟ್ಟುವ ಬಗ್ಗೆ ಜನರಿಗೆ ಮಾಹಿತಿ ನೀಡಿದರು. [40, 589, 206, 638]
article-night-watchmen-p5: ಮಕ್ಕಳ ಸಂರಕ್ಷಣಾ ಯೋಜನೆಯಡಿ ಮಕ್ಕಳಿಗೆ ಇರುವ ಸೌಲಭ್ಯಗಳ ಕುರಿತು ವಿವರಿಸಲಾಯಿತು. ಹೆಣ್ಣು ಮಕ್ಕಳ ಸುರಕ್ಷತೆ, ಶಿಕ್ಷಣದ ಮಹತ್ವ ಮತ್ತು ಶಾಲೆ ಬಿಡುವ ಮಕ್ಕಳ ಸಂಖ್ಯೆ ಕಡಿಮೆ ಮಾಡುವ ಬಗ್ಗೆ ಚರ್ಚಿಸಲಾಯಿತು. [1042, 321, 1253, 360]
article-trust-donation-caption: ಸರ್ಕಾರಿ ಶಾಲಾ ಮಕ್ಕಳಿಗೆ ಕಲಿಕಾ ಸಾಮಗ್ರಿ ವಿತರಿಸಲಾಯಿತು. [588, 1388, 730, 1398]
